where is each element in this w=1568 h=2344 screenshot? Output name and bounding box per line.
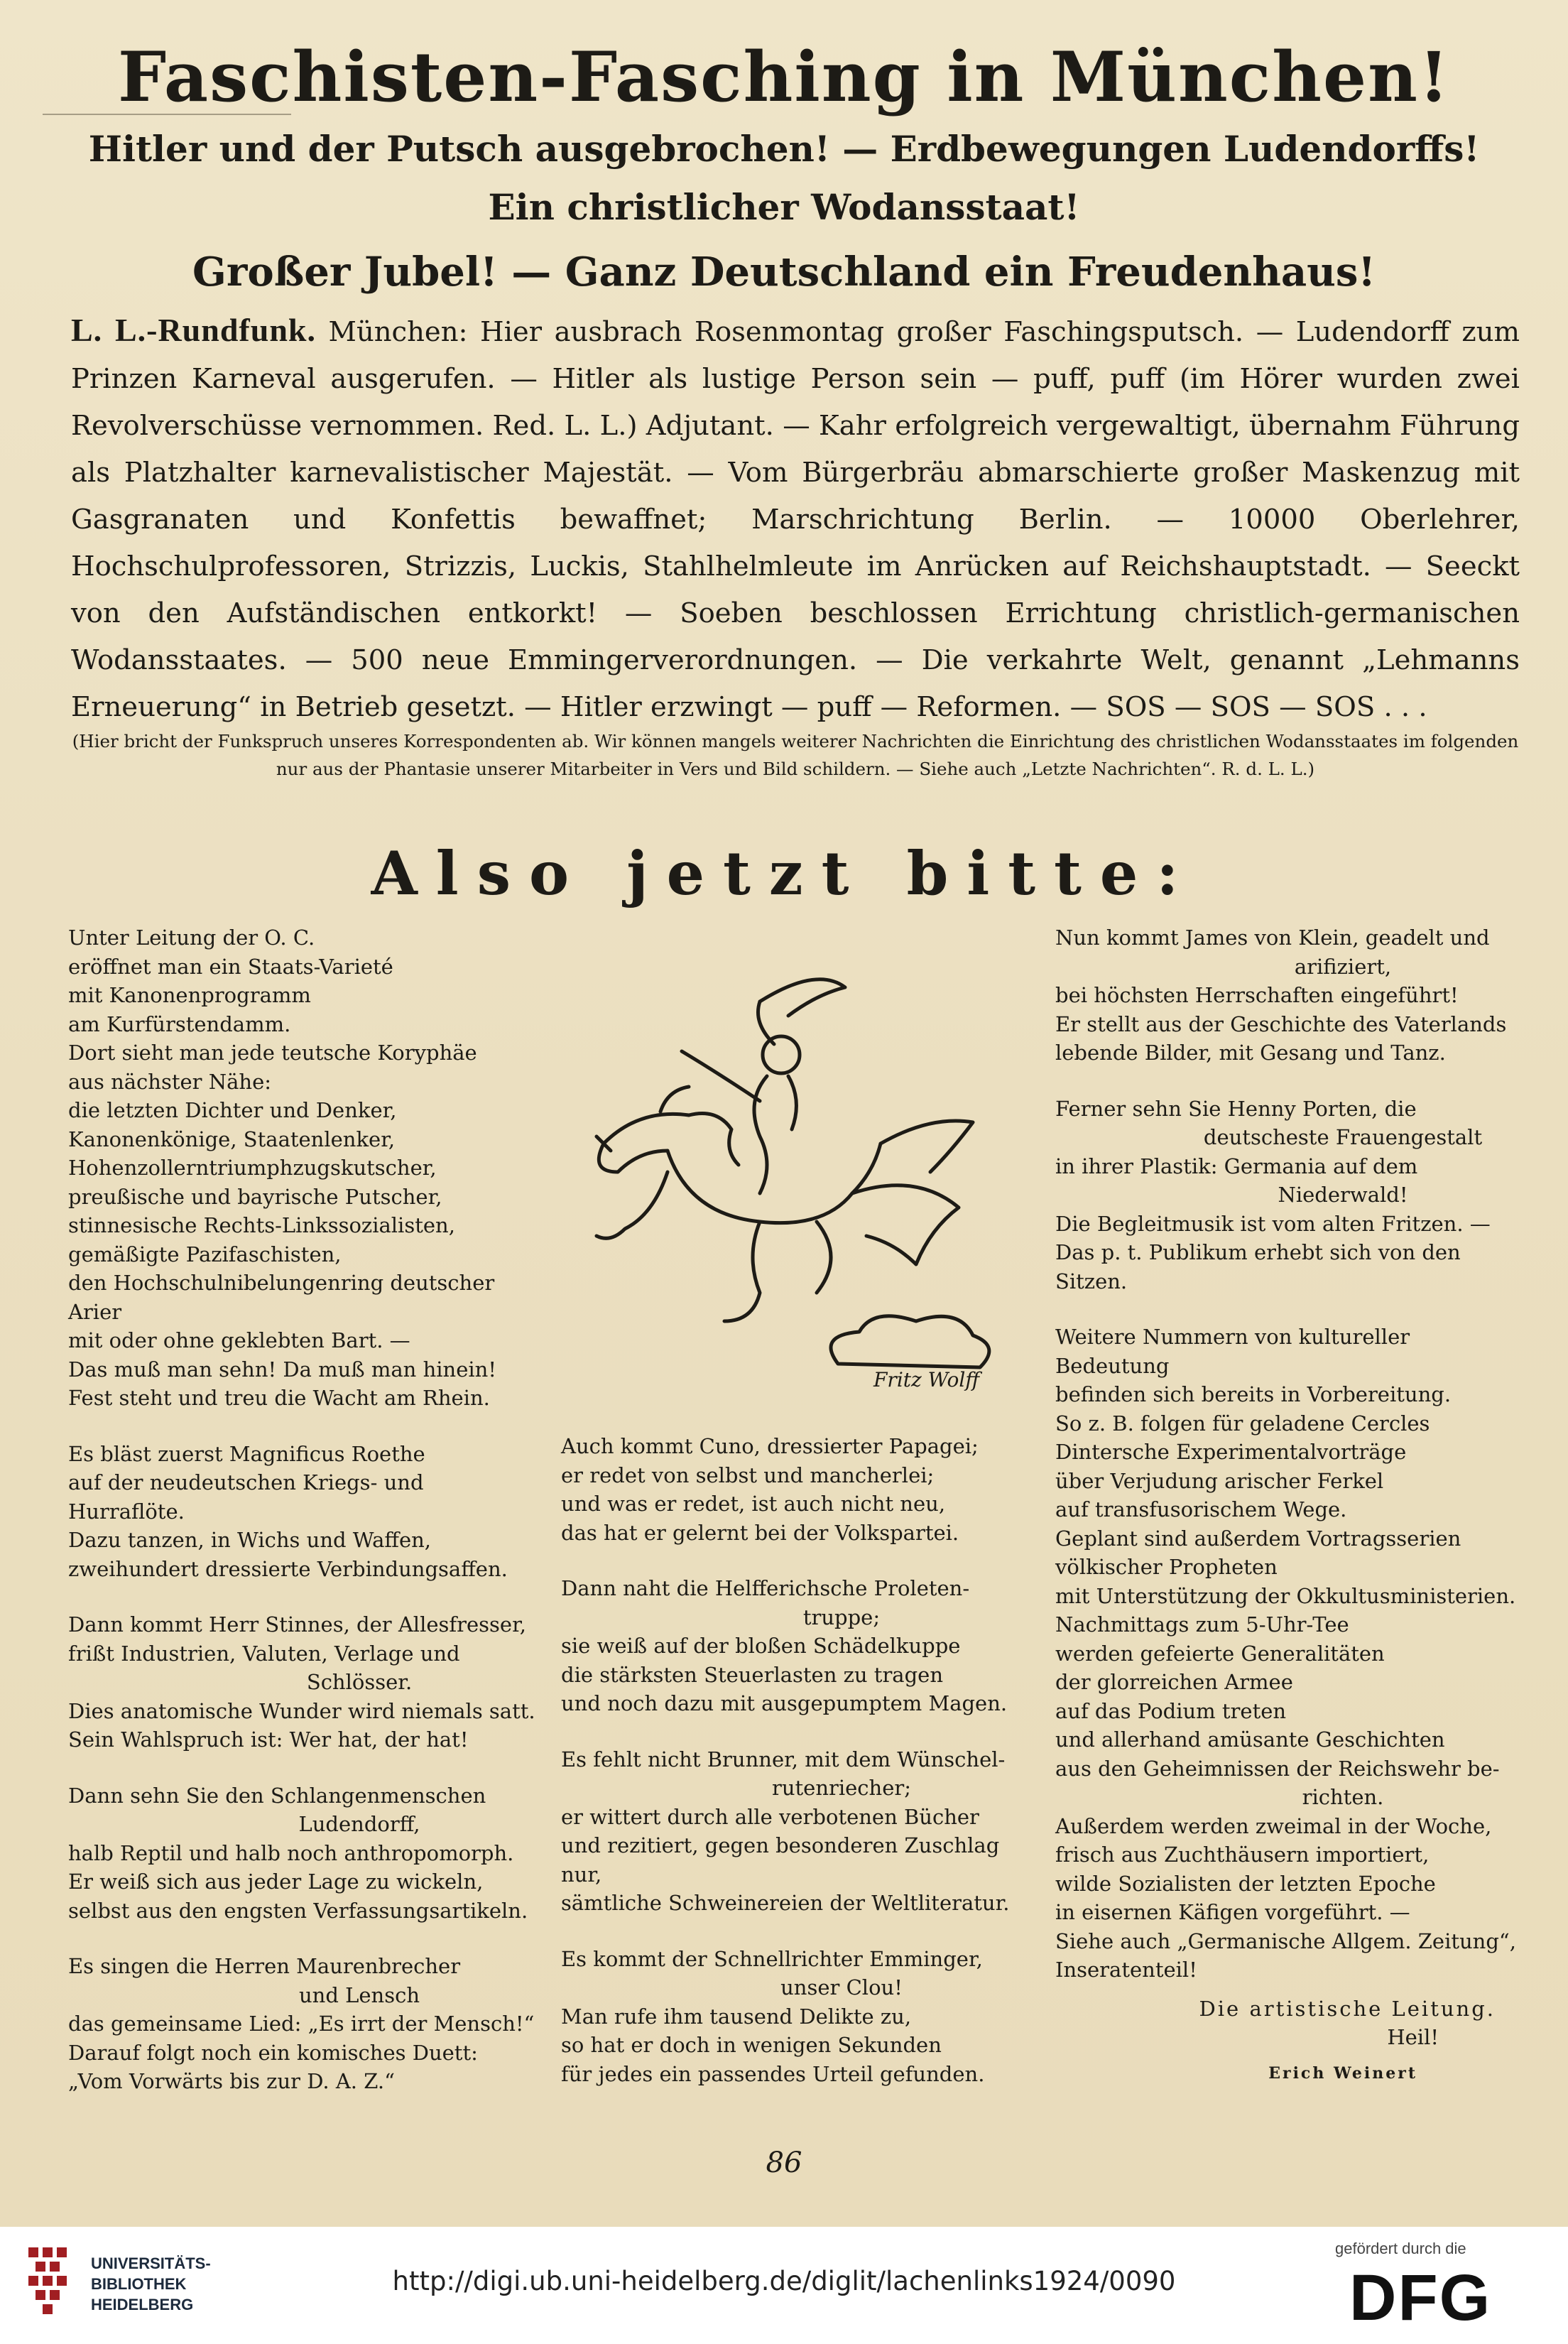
verse-line: mit oder ohne geklebten Bart. — [68,1328,410,1352]
verse-line: Es fehlt nicht Brunner, mit dem Wünschel- [561,1747,1006,1771]
verse-line: Darauf folgt noch ein komisches Duett: [68,2040,478,2065]
verse-line: in eisernen Käfigen vorgeführt. — [1055,1900,1410,1924]
rider-on-pegasus-illustration [547,938,1001,1399]
stanza-break [561,1718,1016,1745]
verse-line: und noch dazu mit ausgepumptem Magen. [561,1691,1008,1715]
verse-line: in ihrer Plastik: Germania auf dem [1055,1154,1418,1178]
verse-line: Inseratenteil! [1055,1958,1197,1982]
footer-bar [0,2227,1568,2344]
editorial-note: (Hier bricht der Funkspruch unseres Korrespondenten ab. Wir können mangels weiterer Nachrichten die Einrichtung des christlichen Wodansstaates im folgenden nur aus der Phantasie unserer Mitarbeiter in Vers und Bild schildern. — Siehe auch „Letzte Nachrichten“. R. d. L. L.) [72,731,1519,779]
verse-line: Es singen die Herren Maurenbrecher [68,1954,461,1978]
verse-line: und allerhand amüsante Geschichten [1055,1727,1445,1752]
verse-line: sie weiß auf der bloßen Schädelkuppe [561,1634,961,1658]
verse-line: unser Clou! [780,1975,903,2000]
verse-line: preußische und bayrische Putscher, [68,1184,442,1209]
illustration-signature: Fritz Wolff [873,1368,980,1391]
verse-line: auf der neudeutschen Kriegs- und Hurraflöte. [68,1470,424,1524]
verse-line: „Vom Vorwärts bis zur D. A. Z.“ [68,2069,395,2093]
verse-line: Ludendorff, [298,1812,420,1836]
stanza-break [1055,1068,1524,1095]
verse-line: Dann sehn Sie den Schlangenmenschen [68,1783,486,1808]
verse-line: sämtliche Schweinereien der Weltliteratur. [561,1891,1010,1915]
verse-line: Das p. t. Publikum erhebt sich von den Sitzen. [1055,1240,1461,1293]
verse-line: mit Unterstützung der Okkultusministerien. [1055,1583,1516,1608]
source-url-link[interactable]: http://digi.ub.uni-heidelberg.de/diglit/lachenlinks1924/0090 [392,2266,1176,2296]
verse-line: Weitere Nummern von kultureller Bedeutung [1055,1325,1410,1378]
verse-line: auf transfusorischem Wege. [1055,1497,1347,1521]
verse-line: Es kommt der Schnellrichter Emminger, [561,1946,983,1971]
verse-line: Dann kommt Herr Stinnes, der Allesfresser, [68,1612,526,1637]
dfg-logo: DFG [1349,2262,1492,2334]
verse-line: Er stellt aus der Geschichte des Vaterlands [1055,1011,1507,1036]
verse-line: Es bläst zuerst Magnificus Roethe [68,1441,425,1466]
intro-lead: L. L.-Rundfunk. [71,312,317,348]
verse-line: Unter Leitung der O. C. [68,926,315,950]
verse-line: richten. [1302,1785,1384,1809]
poem-column-right [1055,923,1524,2088]
library-name: UNIVERSITÄTS- BIBLIOTHEK HEIDELBERG [91,2255,211,2313]
verse-line: bei höchsten Herrschaften eingeführt! [1055,983,1459,1007]
signoff-line-2: Heil! [1387,2025,1439,2049]
verse-line: Dazu tanzen, in Wichs und Waffen, [68,1528,432,1552]
verse-line: Sein Wahlspruch ist: Wer hat, der hat! [68,1727,469,1752]
stanza-break [68,1413,544,1440]
verse-line: frisch aus Zuchthäusern importiert, [1055,1843,1430,1867]
stanza-break [68,1754,544,1781]
verse-line: frißt Industrien, Valuten, Verlage und [68,1641,460,1666]
verse-line: Siehe auch „Germanische Allgem. Zeitung“, [1055,1928,1516,1953]
verse-line: deutscheste Frauengestalt [1203,1125,1483,1149]
verse-line: Nachmittags zum 5-Uhr-Tee [1055,1612,1349,1637]
subheadline-1: Hitler und der Putsch ausgebrochen! — Erdbewegungen Ludendorffs! [88,128,1480,170]
stanza-break [1055,1296,1524,1323]
verse-line: das hat er gelernt bei der Volkspartei. [561,1520,959,1545]
verse-line: völkischer Propheten [1055,1555,1278,1579]
funding-label: gefördert durch die [1335,2240,1466,2257]
stanza-break [561,1547,1016,1574]
verse-line: aus den Geheimnissen der Reichswehr be- [1055,1756,1500,1781]
verse-line: Nun kommt James von Klein, geadelt und [1055,926,1490,950]
verse-line: der glorreichen Armee [1055,1670,1293,1694]
subheadline-3: Großer Jubel! — Ganz Deutschland ein Freudenhaus! [192,249,1376,295]
verse-line: Dort sieht man jede teutsche Koryphäe [68,1041,477,1065]
poem-column-left [68,923,544,2096]
verse-line: Kanonenkönige, Staatenlenker, [68,1127,396,1151]
intro-text: München: Hier ausbrach Rosenmontag großer Faschingsputsch. — Ludendorff zum Prinzen Karneval ausgerufen. — Hitler als lustige Person sein — puff, puff (im Hörer wurden zwei Revolverschüsse vernommen. Red. L. L.) Adjutant. — Kahr erfolgreich vergewaltigt, übernahm Führung als Platzhalter karnevalistischer Majestät. — Vom Bürgerbräu abmarschierte großer Maskenzug mit Gasgranaten und Konfettis bewaffnet; Marschrichtung Berlin. — 10000 Oberlehrer, Hochschulprofessoren, Strizzis, Luckis, Stahlhelmleute im Anrücken auf Reichshauptstadt. — Seeckt von den Aufständischen entkorkt! — Soeben beschlossen Errichtung christlich-germanischen Wodansstaates. — 500 neue Emmingerverordnungen. — Die verkahrte Welt, genannt „Lehmanns Erneuerung“ in Betrieb gesetzt. — Hitler erzwingt — puff — Reformen. — SOS — SOS — SOS . . . [71,316,1520,723]
verse-line: das gemeinsame Lied: „Es irrt der Mensch!“ [68,2012,535,2036]
verse-line: wilde Sozialisten der letzten Epoche [1055,1871,1436,1896]
verse-line: halb Reptil und halb noch anthropomorph. [68,1840,514,1865]
verse-line: Hohenzollerntriumphzugskutscher, [68,1156,437,1180]
verse-line: die letzten Dichter und Denker, [68,1098,397,1122]
verse-line: Fest steht und treu die Wacht am Rhein. [68,1386,490,1410]
verse-line: arifiziert, [1294,954,1392,979]
verse-line: truppe; [802,1605,881,1629]
stanza-break [68,1583,544,1610]
verse-line: eröffnet man ein Staats-Varieté [68,954,393,979]
verse-line: und was er redet, ist auch nicht neu, [561,1492,946,1516]
verse-line: Das muß man sehn! Da muß man hinein! [68,1357,496,1382]
verse-line: Man rufe ihm tausend Delikte zu, [561,2004,912,2029]
verse-line: Außerdem werden zweimal in der Woche, [1055,1813,1492,1838]
verse-line: Er weiß sich aus jeder Lage zu wickeln, [68,1870,484,1894]
verse-line: rutenriecher; [771,1776,912,1800]
stanza-break [68,1925,544,1952]
signoff-line-1: Die artistische Leitung. [1199,1996,1496,2021]
stanza-break [561,1918,1016,1945]
verse-line: befinden sich bereits in Vorbereitung. [1055,1382,1452,1406]
verse-line: Dintersche Experimentalvorträge [1055,1440,1407,1464]
verse-line: Geplant sind außerdem Vortragsserien [1055,1526,1461,1551]
verse-line: Ferner sehn Sie Henny Porten, die [1055,1096,1417,1121]
poem-column-middle [561,1432,1016,2088]
verse-line: er wittert durch alle verbotenen Bücher [561,1804,979,1829]
verse-line: zweihundert dressierte Verbindungsaffen. [68,1556,508,1581]
verse-line: Schlösser. [306,1670,413,1694]
verse-line: werden gefeierte Generalitäten [1055,1641,1385,1666]
poem-title: Also jetzt bitte: [371,838,1197,908]
verse-line: und Lensch [298,1982,420,2007]
verse-line: so hat er doch in wenigen Sekunden [561,2033,942,2057]
verse-line: Dies anatomische Wunder wird niemals satt. [68,1698,535,1723]
verse-line: Dann naht die Helfferichsche Proleten- [561,1576,970,1600]
verse-line: gemäßigte Pazifaschisten, [68,1242,342,1266]
verse-line: selbst aus den engsten Verfassungsartikeln. [68,1898,528,1923]
verse-line: auf das Podium treten [1055,1698,1287,1723]
verse-line: für jedes ein passendes Urteil gefunden. [561,2061,985,2086]
verse-line: die stärksten Steuerlasten zu tragen [561,1662,944,1687]
verse-line: er redet von selbst und mancherlei; [561,1463,935,1487]
verse-line: Auch kommt Cuno, dressierter Papagei; [561,1434,979,1458]
verse-line: aus nächster Nähe: [68,1069,272,1094]
verse-line: mit Kanonenprogramm [68,983,311,1007]
headline: Faschisten-Fasching in München! [117,37,1450,117]
verse-line: lebende Bilder, mit Gesang und Tanz. [1055,1041,1446,1065]
verse-line: über Verjudung arischer Ferkel [1055,1468,1384,1493]
verse-line: Die Begleitmusik ist vom alten Fritzen. — [1055,1211,1491,1236]
verse-line: am Kurfürstendamm. [68,1011,291,1036]
verse-line: und rezitiert, gegen besonderen Zuschlag nur, [561,1833,1000,1887]
verse-line: stinnesische Rechts-Linkssozialisten, [68,1213,455,1237]
verse-line: Niederwald! [1278,1183,1408,1207]
subheadline-2: Ein christlicher Wodansstaat! [488,186,1080,228]
intro-paragraph [71,307,1520,731]
author: Erich Weinert [1268,2063,1417,2083]
verse-line: So z. B. folgen für geladene Cercles [1055,1411,1430,1436]
page-number: 86 [766,2147,802,2179]
verse-line: den Hochschulnibelungenring deutscher Arier [68,1271,495,1324]
